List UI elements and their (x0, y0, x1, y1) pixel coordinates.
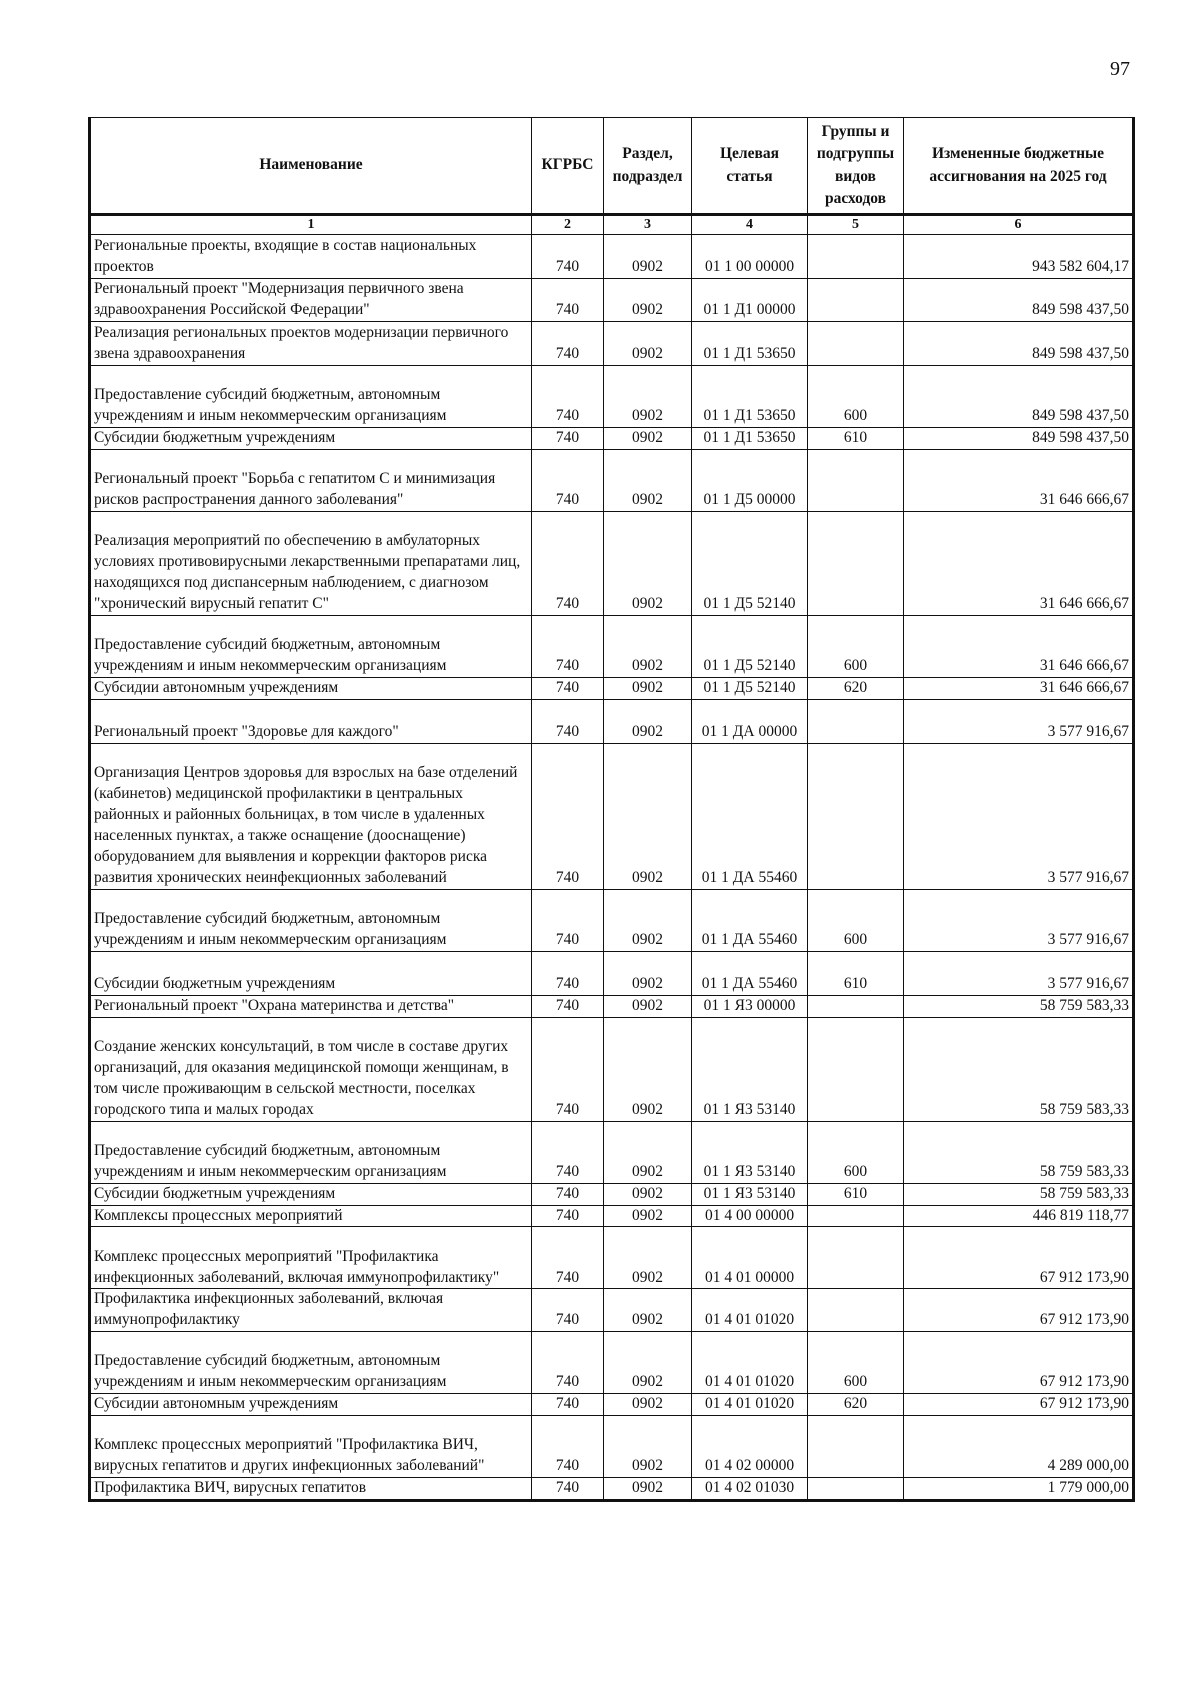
row-razdel: 0902 (604, 1478, 692, 1501)
row-razdel: 0902 (604, 1183, 692, 1205)
table-row (90, 235, 1134, 279)
row-vid: 600 (808, 1332, 904, 1394)
table-row (90, 1227, 1134, 1289)
row-vid: 600 (808, 615, 904, 677)
table-row (90, 449, 1134, 511)
header-kgrbs: КГРБС (532, 118, 604, 215)
row-amount: 58 759 583,33 (904, 1017, 1134, 1121)
row-razdel: 0902 (604, 1017, 692, 1121)
row-vid (808, 1227, 904, 1289)
row-kgrbs: 740 (532, 427, 604, 449)
table-row (90, 1394, 1134, 1416)
row-amount: 58 759 583,33 (904, 995, 1134, 1017)
table-body (90, 235, 1134, 1501)
row-statya: 01 1 Я3 53140 (692, 1017, 808, 1121)
column-number-row (90, 215, 1134, 235)
row-vid (808, 1017, 904, 1121)
table-row (90, 615, 1134, 677)
row-razdel: 0902 (604, 449, 692, 511)
row-kgrbs: 740 (532, 1121, 604, 1183)
row-statya: 01 1 Д5 52140 (692, 677, 808, 699)
row-amount: 67 912 173,90 (904, 1289, 1134, 1332)
row-name: Комплекс процессных мероприятий "Профилактика инфекционных заболеваний, включая иммунопрофилактику" (90, 1227, 532, 1289)
row-statya: 01 4 01 00000 (692, 1227, 808, 1289)
row-amount: 4 289 000,00 (904, 1416, 1134, 1478)
row-statya: 01 1 Д5 52140 (692, 615, 808, 677)
table-row (90, 427, 1134, 449)
row-kgrbs: 740 (532, 365, 604, 427)
row-vid (808, 699, 904, 743)
row-name: Организация Центров здоровья для взрослых на базе отделений (кабинетов) медицинской профилактики в центральных районных и районных больницах, в том числе в удаленных населенных пунктах, а также оснащение (дооснащение) оборудованием для выявления и коррекции факторов риска развития хронических неинфекционных заболеваний (90, 743, 532, 889)
row-kgrbs: 740 (532, 279, 604, 322)
row-kgrbs: 740 (532, 1205, 604, 1227)
row-razdel: 0902 (604, 743, 692, 889)
row-vid (808, 279, 904, 322)
row-vid: 610 (808, 951, 904, 995)
row-kgrbs: 740 (532, 511, 604, 615)
row-name: Предоставление субсидий бюджетным, автономным учреждениям и иным некоммерческим организациям (90, 1121, 532, 1183)
row-statya: 01 1 ДА 55460 (692, 743, 808, 889)
row-amount: 849 598 437,50 (904, 365, 1134, 427)
row-name: Предоставление субсидий бюджетным, автономным учреждениям и иным некоммерческим организациям (90, 365, 532, 427)
header-amount: Измененные бюджетные ассигнования на 2025 год (904, 118, 1134, 215)
page-number: 97 (1110, 58, 1130, 80)
row-statya: 01 1 Я3 53140 (692, 1121, 808, 1183)
row-vid: 600 (808, 889, 904, 951)
row-name: Реализация региональных проектов модернизации первичного звена здравоохранения (90, 321, 532, 365)
row-name: Субсидии бюджетным учреждениям (90, 1183, 532, 1205)
row-amount: 849 598 437,50 (904, 427, 1134, 449)
row-razdel: 0902 (604, 427, 692, 449)
row-vid (808, 1289, 904, 1332)
row-vid: 610 (808, 1183, 904, 1205)
row-statya: 01 1 Д5 00000 (692, 449, 808, 511)
row-razdel: 0902 (604, 1332, 692, 1394)
row-name: Профилактика инфекционных заболеваний, включая иммунопрофилактику (90, 1289, 532, 1332)
row-kgrbs: 740 (532, 677, 604, 699)
row-amount: 31 646 666,67 (904, 511, 1134, 615)
row-amount: 849 598 437,50 (904, 279, 1134, 322)
column-number: 6 (904, 215, 1134, 235)
row-name: Предоставление субсидий бюджетным, автономным учреждениям и иным некоммерческим организациям (90, 889, 532, 951)
row-kgrbs: 740 (532, 615, 604, 677)
row-statya: 01 4 01 01020 (692, 1394, 808, 1416)
header-razdel: Раздел, подраздел (604, 118, 692, 215)
row-kgrbs: 740 (532, 321, 604, 365)
table-row (90, 1183, 1134, 1205)
row-vid (808, 511, 904, 615)
row-amount: 31 646 666,67 (904, 615, 1134, 677)
table-row (90, 743, 1134, 889)
row-statya: 01 1 Я3 53140 (692, 1183, 808, 1205)
row-name: Комплексы процессных мероприятий (90, 1205, 532, 1227)
row-vid (808, 1205, 904, 1227)
header-statya: Целевая статья (692, 118, 808, 215)
row-razdel: 0902 (604, 1394, 692, 1416)
row-vid (808, 1478, 904, 1501)
row-vid: 620 (808, 677, 904, 699)
row-statya: 01 4 01 01020 (692, 1289, 808, 1332)
row-amount: 446 819 118,77 (904, 1205, 1134, 1227)
row-statya: 01 1 00 00000 (692, 235, 808, 279)
row-razdel: 0902 (604, 995, 692, 1017)
row-name: Профилактика ВИЧ, вирусных гепатитов (90, 1478, 532, 1501)
row-vid (808, 449, 904, 511)
header-name: Наименование (90, 118, 532, 215)
row-razdel: 0902 (604, 279, 692, 322)
row-razdel: 0902 (604, 1416, 692, 1478)
row-statya: 01 1 Д1 53650 (692, 321, 808, 365)
row-kgrbs: 740 (532, 1332, 604, 1394)
row-amount: 3 577 916,67 (904, 889, 1134, 951)
row-kgrbs: 740 (532, 889, 604, 951)
row-name: Региональный проект "Борьба с гепатитом С и минимизация рисков распространения данного заболевания" (90, 449, 532, 511)
row-razdel: 0902 (604, 677, 692, 699)
table-row (90, 1289, 1134, 1332)
row-razdel: 0902 (604, 1205, 692, 1227)
table-row (90, 1332, 1134, 1394)
header-vid: Группы и подгруппы видов расходов (808, 118, 904, 215)
row-razdel: 0902 (604, 511, 692, 615)
row-amount: 67 912 173,90 (904, 1227, 1134, 1289)
row-kgrbs: 740 (532, 699, 604, 743)
table-row (90, 511, 1134, 615)
row-vid: 620 (808, 1394, 904, 1416)
row-statya: 01 4 01 01020 (692, 1332, 808, 1394)
budget-table (88, 117, 1135, 1502)
column-number: 5 (808, 215, 904, 235)
row-razdel: 0902 (604, 889, 692, 951)
row-vid (808, 1416, 904, 1478)
table-row (90, 995, 1134, 1017)
row-vid (808, 235, 904, 279)
row-razdel: 0902 (604, 1289, 692, 1332)
table-row (90, 279, 1134, 322)
row-kgrbs: 740 (532, 1478, 604, 1501)
header-row (90, 118, 1134, 215)
row-vid (808, 321, 904, 365)
row-kgrbs: 740 (532, 1394, 604, 1416)
row-name: Субсидии автономным учреждениям (90, 677, 532, 699)
row-vid: 600 (808, 365, 904, 427)
row-razdel: 0902 (604, 1121, 692, 1183)
row-name: Региональный проект "Охрана материнства и детства" (90, 995, 532, 1017)
table-row (90, 1121, 1134, 1183)
row-statya: 01 1 Д5 52140 (692, 511, 808, 615)
row-amount: 31 646 666,67 (904, 677, 1134, 699)
table-row (90, 321, 1134, 365)
row-amount: 58 759 583,33 (904, 1121, 1134, 1183)
row-kgrbs: 740 (532, 1017, 604, 1121)
row-name: Предоставление субсидий бюджетным, автономным учреждениям и иным некоммерческим организациям (90, 615, 532, 677)
table-row (90, 1205, 1134, 1227)
row-kgrbs: 740 (532, 1183, 604, 1205)
row-amount: 58 759 583,33 (904, 1183, 1134, 1205)
table-row (90, 677, 1134, 699)
row-name: Создание женских консультаций, в том числе в составе других организаций, для оказания медицинской помощи женщинам, в том числе проживающим в сельской местности, поселках городского типа и малых городах (90, 1017, 532, 1121)
row-statya: 01 1 Д1 53650 (692, 427, 808, 449)
row-amount: 31 646 666,67 (904, 449, 1134, 511)
row-amount: 849 598 437,50 (904, 321, 1134, 365)
table-row (90, 1416, 1134, 1478)
row-vid (808, 995, 904, 1017)
row-statya: 01 1 Д1 53650 (692, 365, 808, 427)
row-razdel: 0902 (604, 235, 692, 279)
row-name: Региональные проекты, входящие в состав национальных проектов (90, 235, 532, 279)
table-row (90, 951, 1134, 995)
row-amount: 3 577 916,67 (904, 951, 1134, 995)
row-amount: 943 582 604,17 (904, 235, 1134, 279)
row-name: Субсидии бюджетным учреждениям (90, 427, 532, 449)
row-statya: 01 1 ДА 55460 (692, 889, 808, 951)
row-razdel: 0902 (604, 365, 692, 427)
row-amount: 3 577 916,67 (904, 743, 1134, 889)
row-kgrbs: 740 (532, 995, 604, 1017)
row-vid (808, 743, 904, 889)
table-row (90, 889, 1134, 951)
row-razdel: 0902 (604, 1227, 692, 1289)
row-razdel: 0902 (604, 951, 692, 995)
row-statya: 01 4 00 00000 (692, 1205, 808, 1227)
column-number: 1 (90, 215, 532, 235)
row-name: Субсидии автономным учреждениям (90, 1394, 532, 1416)
row-statya: 01 4 02 01030 (692, 1478, 808, 1501)
column-number: 2 (532, 215, 604, 235)
row-kgrbs: 740 (532, 235, 604, 279)
row-amount: 67 912 173,90 (904, 1332, 1134, 1394)
row-vid: 600 (808, 1121, 904, 1183)
row-kgrbs: 740 (532, 743, 604, 889)
row-name: Реализация мероприятий по обеспечению в амбулаторных условиях противовирусными лекарственными препаратами лиц, находящихся под диспансерным наблюдением, с диагнозом "хронический вирусный гепатит С" (90, 511, 532, 615)
row-name: Региональный проект "Здоровье для каждого" (90, 699, 532, 743)
row-name: Предоставление субсидий бюджетным, автономным учреждениям и иным некоммерческим организациям (90, 1332, 532, 1394)
row-name: Комплекс процессных мероприятий "Профилактика ВИЧ, вирусных гепатитов и других инфекционных заболеваний" (90, 1416, 532, 1478)
row-vid: 610 (808, 427, 904, 449)
row-razdel: 0902 (604, 699, 692, 743)
row-razdel: 0902 (604, 321, 692, 365)
row-kgrbs: 740 (532, 951, 604, 995)
row-amount: 1 779 000,00 (904, 1478, 1134, 1501)
row-statya: 01 1 ДА 00000 (692, 699, 808, 743)
table-row (90, 699, 1134, 743)
table-row (90, 1478, 1134, 1501)
row-amount: 3 577 916,67 (904, 699, 1134, 743)
column-number: 3 (604, 215, 692, 235)
row-kgrbs: 740 (532, 1416, 604, 1478)
table-row (90, 365, 1134, 427)
row-statya: 01 1 ДА 55460 (692, 951, 808, 995)
row-name: Региональный проект "Модернизация первичного звена здравоохранения Российской Федерации" (90, 279, 532, 322)
row-statya: 01 1 Я3 00000 (692, 995, 808, 1017)
row-kgrbs: 740 (532, 449, 604, 511)
row-name: Субсидии бюджетным учреждениям (90, 951, 532, 995)
row-statya: 01 1 Д1 00000 (692, 279, 808, 322)
column-number: 4 (692, 215, 808, 235)
row-razdel: 0902 (604, 615, 692, 677)
row-amount: 67 912 173,90 (904, 1394, 1134, 1416)
row-statya: 01 4 02 00000 (692, 1416, 808, 1478)
row-kgrbs: 740 (532, 1227, 604, 1289)
row-kgrbs: 740 (532, 1289, 604, 1332)
table-row (90, 1017, 1134, 1121)
